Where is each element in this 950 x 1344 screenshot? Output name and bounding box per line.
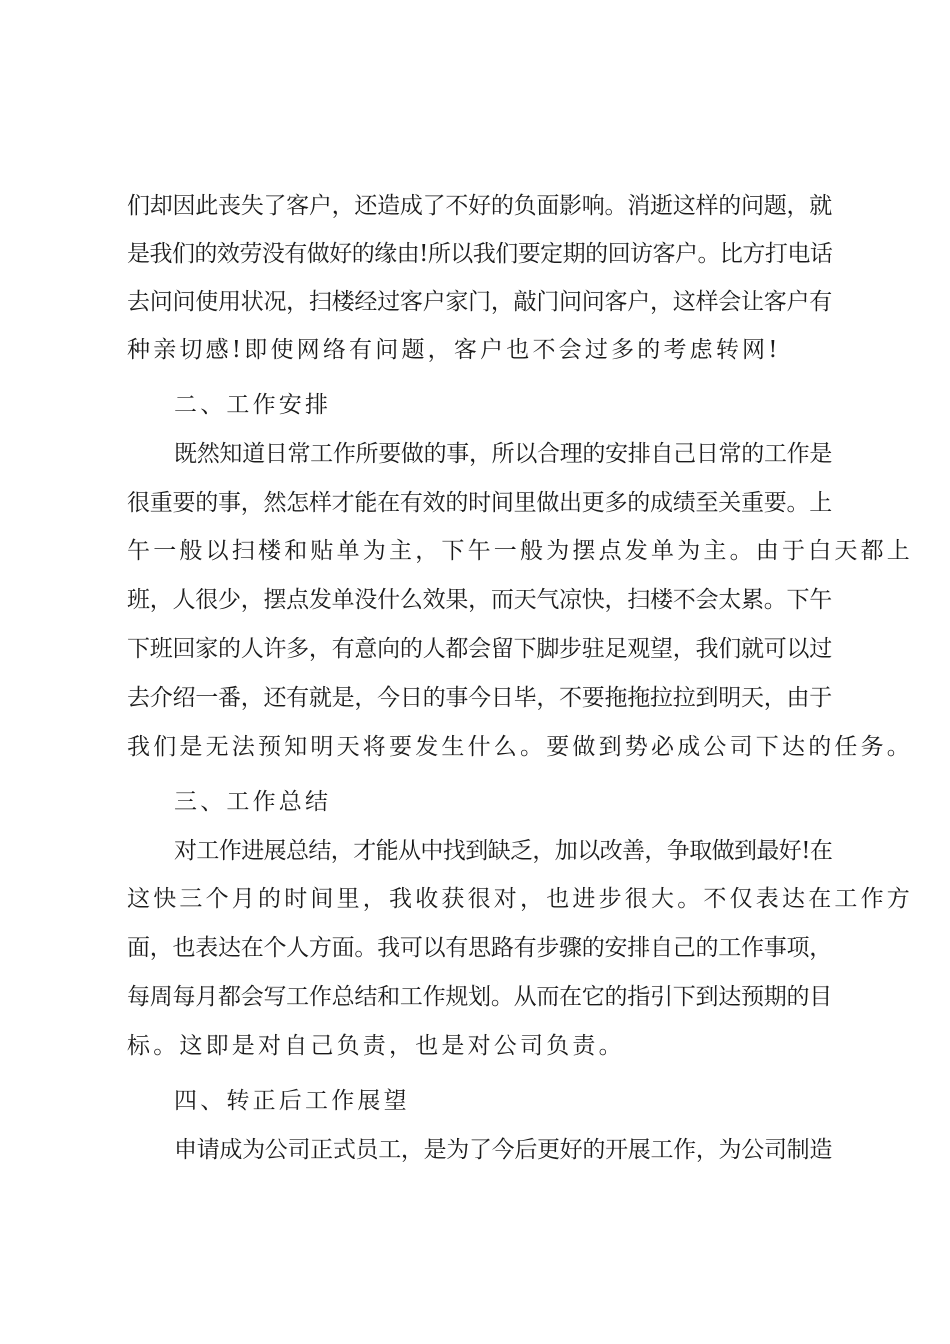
body-text-line: 午一般以扫楼和贴单为主，下午一般为摆点发单为主。由于白天都上 [127,538,913,564]
body-text-line: 班，人很少，摆点发单没什么效果，而天气凉快，扫楼不会太累。下午 [127,587,832,613]
body-text-line: 去介绍一番，还有就是，今日的事今日毕，不要拖拖拉拉到明天，由于 [127,685,832,711]
body-text-line: 很重要的事，然怎样才能在有效的时间里做出更多的成绩至关重要。上 [127,490,832,516]
body-text-line: 这快三个月的时间里，我收获很对，也进步很大。不仅表达在工作方 [127,886,913,912]
paragraph-first-line: 申请成为公司正式员工，是为了今后更好的开展工作，为公司制造 [174,1137,833,1163]
paragraph-first-line: 既然知道日常工作所要做的事，所以合理的安排自己日常的工作是 [174,441,833,467]
body-text-line: 们却因此丧失了客户，还造成了不好的负面影响。消逝这样的问题，就 [127,193,832,219]
body-text-line: 标。这即是对自己负责，也是对公司负责。 [127,1033,625,1059]
body-text-line: 是我们的效劳没有做好的缘由!所以我们要定期的回访客户。比方打电话 [127,241,833,267]
section-heading: 三、工作总结 [174,789,332,815]
body-text-line: 每周每月都会写工作总结和工作规划。从而在它的指引下到达预期的目 [127,984,832,1010]
body-text-line: 我们是无法预知明天将要发生什么。要做到势必成公司下达的任务。 [127,734,913,760]
section-heading: 四、转正后工作展望 [174,1088,410,1114]
body-text-line: 种亲切感!即使网络有问题，客户也不会过多的考虑转网! [127,337,781,363]
body-text-line: 去问问使用状况，扫楼经过客户家门，敲门问问客户，这样会让客户有 [127,289,832,315]
body-text-line: 面，也表达在个人方面。我可以有思路有步骤的安排自己的工作事项， [127,935,832,961]
section-heading: 二、工作安排 [174,392,332,418]
body-text-line: 下班回家的人许多，有意向的人都会留下脚步驻足观望，我们就可以过 [127,636,832,662]
paragraph-first-line: 对工作进展总结，才能从中找到缺乏，加以改善，争取做到最好!在 [174,838,833,864]
